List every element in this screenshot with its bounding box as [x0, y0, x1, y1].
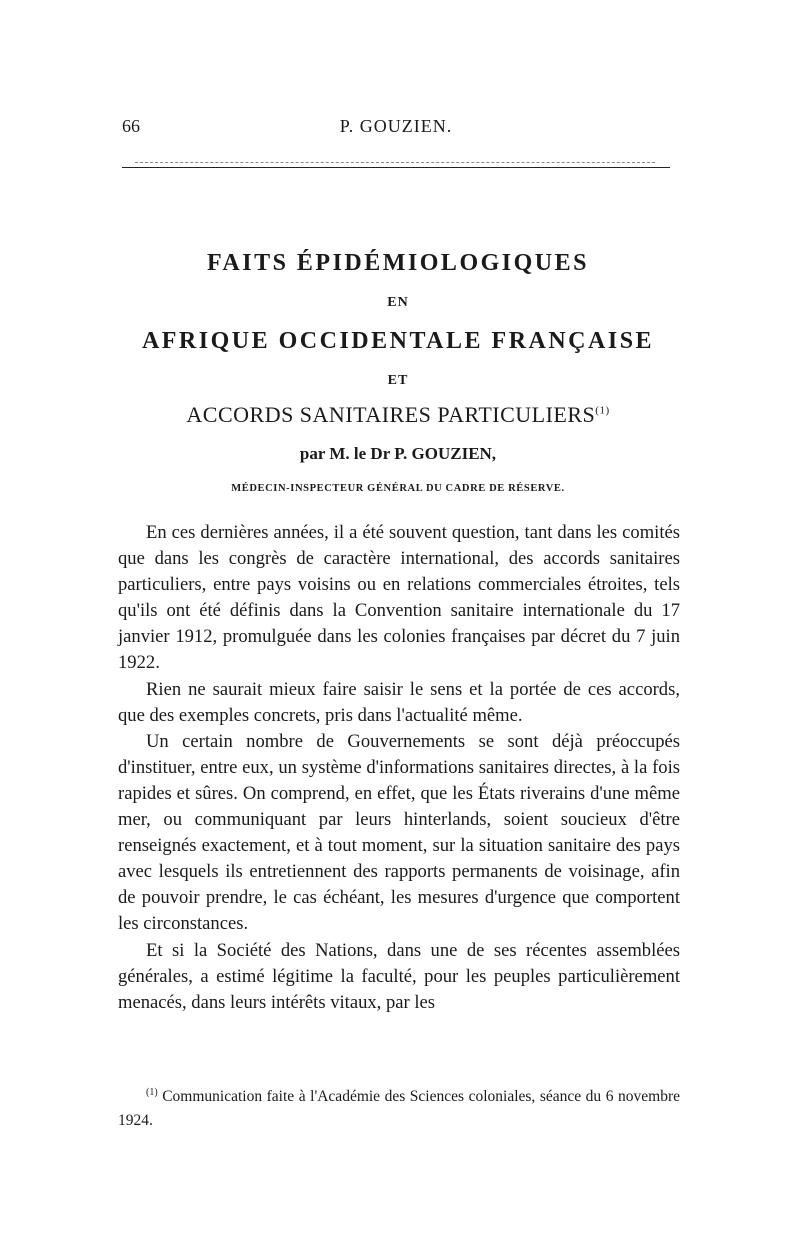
paragraph: Et si la Société des Nations, dans une de ses récentes assemblées générales, a estimé légitime la faculté, pour les peuples particulièrement menacés, dans leurs intérêts vitaux, par les: [118, 939, 680, 1013]
title-line-1: FAITS ÉPIDÉMIOLOGIQUES: [207, 250, 589, 276]
title-line-3: AFRIQUE OCCIDENTALE FRANÇAISE: [141, 328, 655, 354]
footnote: [118, 1081, 680, 1133]
title-line-2: EN: [387, 295, 409, 310]
page-number: 66: [122, 116, 140, 136]
paragraph: Rien ne saurait mieux faire saisir le sens et la portée de ces accords, que des exemples concrets, pris dans l'actualité même.: [118, 678, 680, 726]
author-position: MÉDECIN-INSPECTEUR GÉNÉRAL DU CADRE DE RÉSERVE.: [231, 483, 565, 494]
title-line-5-text: ACCORDS SANITAIRES PARTICULIERS: [186, 402, 596, 427]
paragraph: Un certain nombre de Gouvernements se sont déjà préoccupés d'instituer, entre eux, un système d'informations sanitaires directes, à la fois rapides et sûres. On comprend, en effet, que les États riverains d'une même mer, ou communiquant par leurs hinterlands, soient soucieux d'être renseignés exactement, et à tout moment, sur la situation sanitaire des pays avec lesquels ils entretiennent des rapports permanents de voisinage, afin de pouvoir prendre, le cas échéant, les mesures d'urgence que comportent les circonstances.: [118, 730, 680, 935]
footnote-text: Communication faite à l'Académie des Sciences coloniales, séance du 6 novembre 1924.: [118, 1088, 680, 1130]
running-title: P. GOUZIEN.: [339, 116, 453, 136]
title-line-5: [120, 402, 676, 428]
author-byline: par M. le Dr P. GOUZIEN,: [299, 444, 497, 463]
paragraph: En ces dernières années, il a été souvent question, tant dans les comités que dans les congrès de caractère international, des accords sanitaires particuliers, entre pays voisins ou en relations commerciales étroites, tels qu'ils ont été définis dans la Convention sanitaire internationale du 17 janvier 1912, promulguée dans les colonies françaises par décret du 7 juin 1922.: [118, 522, 680, 674]
footnote-marker: (1): [146, 1087, 158, 1098]
footnote-paragraph: [118, 1081, 680, 1133]
running-header: [122, 116, 670, 142]
title-line-4: ET: [387, 373, 409, 388]
title-footnote-marker: (1): [595, 404, 610, 417]
header-rule: [122, 167, 670, 168]
body-text: [118, 520, 680, 1016]
header-dotted-rule: [135, 162, 655, 166]
